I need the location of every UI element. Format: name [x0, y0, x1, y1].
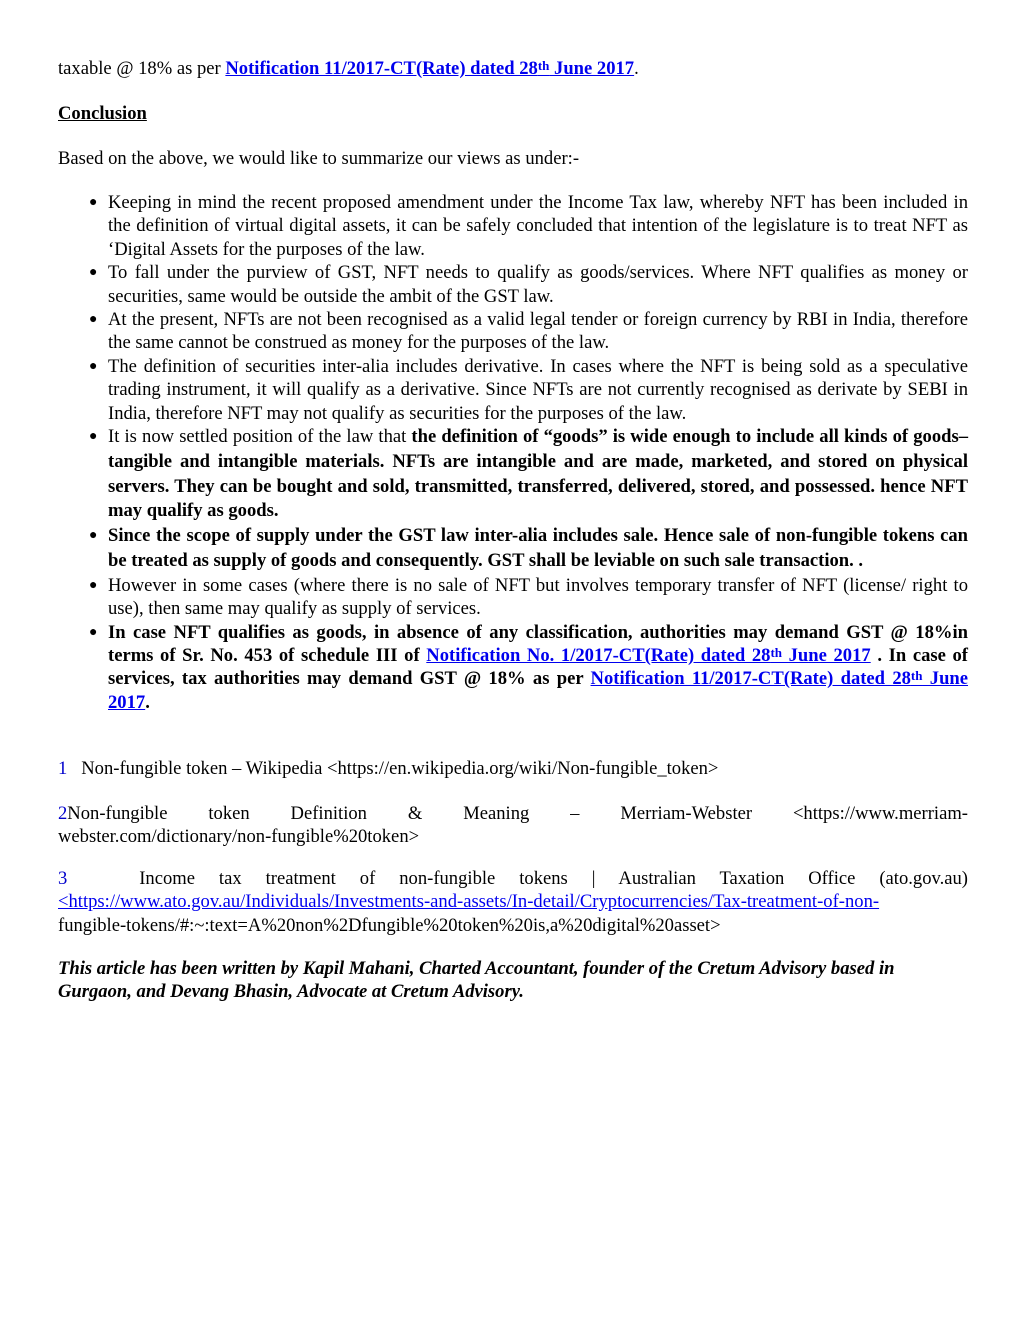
summary-intro: Based on the above, we would like to summarize our views as under:-	[58, 148, 580, 169]
link-text: Notification 11/2017-CT(Rate) dated 28	[590, 668, 911, 690]
bullet-dot-icon: ●	[89, 358, 98, 374]
bullet-text: The definition of securities inter-alia includes derivative. In cases where the NFT is being sold as a speculative trading instrument, it will qualify as a derivative. Since NFTs are not currently recognised as derivate by SEBI in India, therefore NFT may not qualify as securities for the purposes of the law.	[108, 355, 968, 424]
bullet-item-goods-definition	[89, 425, 968, 524]
link-text-end: June 2017	[549, 58, 635, 79]
conclusion-heading	[58, 102, 147, 125]
link-text-end: June 2017	[108, 668, 969, 713]
bullet-text: To fall under the purview of GST, NFT needs to qualify as goods/services. Where NFT qualifies as money or securities, same would be outside the ambit of the GST law.	[108, 262, 968, 307]
bullet-dot-icon: ●	[89, 312, 98, 328]
link-sup: th	[910, 668, 923, 684]
bullet-text: At the present, NFTs are not been recognised as a valid legal tender or foreign currency by RBI in India, therefore the same cannot be construed as money for the purposes of the law.	[108, 309, 968, 354]
bullet-item-legal-tender	[89, 308, 968, 355]
bullet-item-supply-scope	[89, 524, 968, 574]
footnote-3-line-2	[58, 890, 968, 913]
bullet-dot-icon: ●	[89, 265, 98, 281]
footnote-2-line-2: webster.com/dictionary/non-fungible%20token>	[58, 826, 420, 848]
bullet-dot-icon: ●	[89, 624, 98, 640]
link-sup: th	[537, 58, 550, 73]
bullet-text: Since the scope of supply under the GST law inter-alia includes sale. Hence sale of non-fungible tokens can be treated as supply of goods and consequently. GST shall be leviable on such sale transaction. .	[108, 525, 968, 572]
footnote-number: 2	[58, 803, 68, 824]
footnote-number: 1	[58, 758, 68, 779]
bullet-dot-icon: ●	[89, 577, 98, 593]
footnote-1	[58, 757, 718, 780]
link-text: Notification No. 1/2017-CT(Rate) dated 28	[426, 645, 771, 667]
bullet-item-gst-purview	[89, 261, 968, 308]
bullet-dot-icon: ●	[89, 195, 98, 210]
bullet-text: It is now settled position of the law that	[108, 426, 412, 448]
conclusion-bullet-list	[58, 191, 968, 714]
intro-paragraph	[58, 57, 968, 80]
bullet-bold-text: the definition of “goods” is wide enough to include all kinds of goods– tangible and intangible materials. NFTs are intangible and are made, marketed, and stored on physical servers. They can be bought and sold, transmitted, transferred, delivered, stored, and possessed. hence NFT may qualify as goods.	[108, 426, 968, 522]
bullet-item-securities	[89, 355, 968, 425]
bullet-item-gst-rate	[89, 621, 969, 715]
intro-suffix: .	[634, 58, 639, 79]
link-sup: th	[770, 645, 782, 661]
heading-text: Conclusion	[58, 103, 147, 124]
bullet-item-income-tax	[89, 191, 968, 261]
bullet-text: Keeping in mind the recent proposed amendment under the Income Tax law, whereby NFT has been included in the definition of virtual digital assets, it can be safely concluded that intention of the legislature is to treat NFT as ‘Digital Assets for the purposes of the law.	[108, 192, 968, 260]
intro-prefix: taxable @ 18% as per	[58, 58, 226, 79]
bullet-end: .	[145, 691, 150, 713]
bullet-text: In case NFT qualifies as goods, in absence of any classification, authorities may demand GST @ 18%in terms of Sr. No. 453 of schedule III of	[108, 621, 968, 667]
footnote-2	[58, 802, 968, 849]
footnote-3	[58, 867, 968, 937]
footnote-number: 3	[58, 868, 68, 889]
link-text-end: June 2017	[782, 645, 871, 667]
notification-11-link[interactable]	[225, 58, 634, 79]
footnote-3-line-1	[58, 867, 968, 890]
bullet-text: However in some cases (where there is no sale of NFT but involves temporary transfer of NFT (license/ right to use), then same may qualify as supply of services.	[108, 574, 968, 620]
ato-link[interactable]: <https://www.ato.gov.au/Individuals/Investments-and-assets/In-detail/Cryptocurrencies/Tax-treatment-of-non-	[58, 891, 880, 913]
bullet-text-cont: . In case of services, tax authorities may demand GST @ 18% as per	[108, 645, 968, 690]
bullet-dot-icon: ●	[89, 528, 98, 544]
author-credit: This article has been written by Kapil Mahani, Charted Accountant, founder of the Cretum Advisory based in Gurgaon, and Devang Bhasin, Advocate at Cretum Advisory.	[58, 958, 895, 1003]
footnote-3-line-3: fungible-tokens/#:~:text=A%20non%2Dfungible%20token%20is,a%20digital%20asset>	[58, 914, 721, 936]
footnote-text: Non-fungible token Definition & Meaning – Merriam-Webster <https://www.merriam-	[67, 803, 968, 824]
bullet-item-services	[89, 574, 968, 621]
link-text: Notification 11/2017-CT(Rate) dated 28	[225, 58, 538, 79]
footnote-2-line-1	[58, 802, 968, 825]
bullet-dot-icon: ●	[89, 429, 98, 445]
footnote-text: Non-fungible token – Wikipedia <https://en.wikipedia.org/wiki/Non-fungible_token>	[81, 758, 719, 779]
notification-1-link[interactable]	[426, 645, 870, 666]
footnote-text: Income tax treatment of non-fungible tokens | Australian Taxation Office (ato.gov.au)	[139, 868, 968, 889]
